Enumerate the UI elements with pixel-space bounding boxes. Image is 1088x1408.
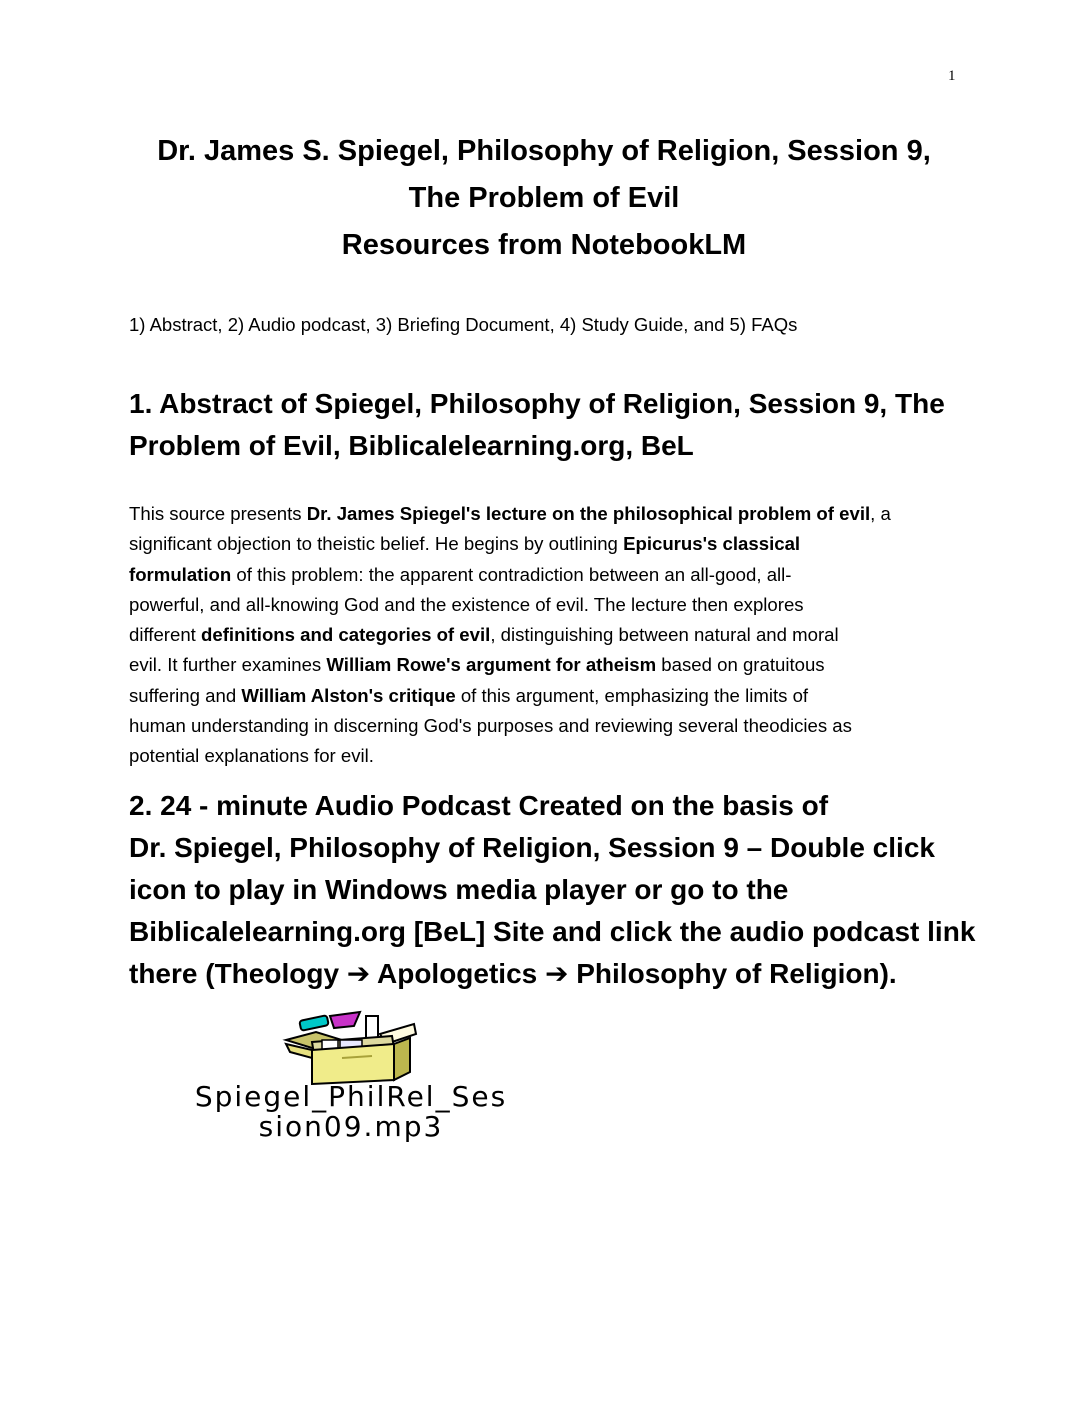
- audio-file-name[interactable]: [126, 1082, 576, 1142]
- abstract-line: This source presents Dr. James Spiegel's lecture on the philosophical problem of evil, a: [129, 503, 891, 524]
- abstract-line: powerful, and all-knowing God and the existence of evil. The lecture then explores: [129, 593, 804, 615]
- page-number: 1: [948, 68, 956, 84]
- page-title: [96, 128, 992, 269]
- section-2-heading-line: 2. 24 - minute Audio Podcast Created on the basis of: [129, 790, 829, 821]
- abstract-line: formulation of this problem: the apparent contradiction between an all-good, all-: [129, 563, 792, 585]
- section-2-heading-line: Dr. Spiegel, Philosophy of Religion, Session 9 – Double click: [129, 832, 935, 863]
- table-of-contents: 1) Abstract, 2) Audio podcast, 3) Briefing Document, 4) Study Guide, and 5) FAQs: [129, 314, 798, 335]
- section-1-heading: [129, 383, 969, 467]
- title-line-3: Resources from NotebookLM: [341, 229, 747, 261]
- title-line-2: The Problem of Evil: [408, 182, 680, 214]
- abstract-line: evil. It further examines William Rowe's argument for atheism based on gratuitous: [129, 654, 825, 676]
- abstract-line: different definitions and categories of evil, distinguishing between natural and moral: [129, 624, 839, 646]
- abstract-paragraph: [129, 499, 959, 772]
- section-1-heading-line: Problem of Evil, Biblicalelearning.org, BeL: [129, 430, 694, 461]
- section-2-heading-line: Biblicalelearning.org [BeL] Site and click the audio podcast link: [129, 916, 976, 947]
- file-name-line: Spiegel_PhilRel_Ses: [194, 1080, 508, 1113]
- abstract-line: potential explanations for evil.: [129, 745, 374, 767]
- package-icon[interactable]: [282, 1010, 422, 1085]
- section-2-heading: [129, 785, 976, 995]
- audio-file-attachment[interactable]: [126, 1010, 576, 1143]
- file-name-line: sion09.mp3: [258, 1110, 444, 1143]
- abstract-line: significant objection to theistic belief. He begins by outlining Epicurus's classical: [129, 533, 801, 555]
- title-line-1: Dr. James S. Spiegel, Philosophy of Religion, Session 9,: [157, 135, 931, 167]
- section-2-heading-line: there (Theology ➔ Apologetics ➔ Philosophy of Religion).: [129, 958, 897, 989]
- abstract-line: human understanding in discerning God's purposes and reviewing several theodicies as: [129, 715, 852, 737]
- section-2-heading-line: icon to play in Windows media player or go to the: [129, 874, 789, 905]
- abstract-line: suffering and William Alston's critique of this argument, emphasizing the limits of: [129, 684, 809, 706]
- section-1-heading-line: 1. Abstract of Spiegel, Philosophy of Religion, Session 9, The: [129, 388, 945, 419]
